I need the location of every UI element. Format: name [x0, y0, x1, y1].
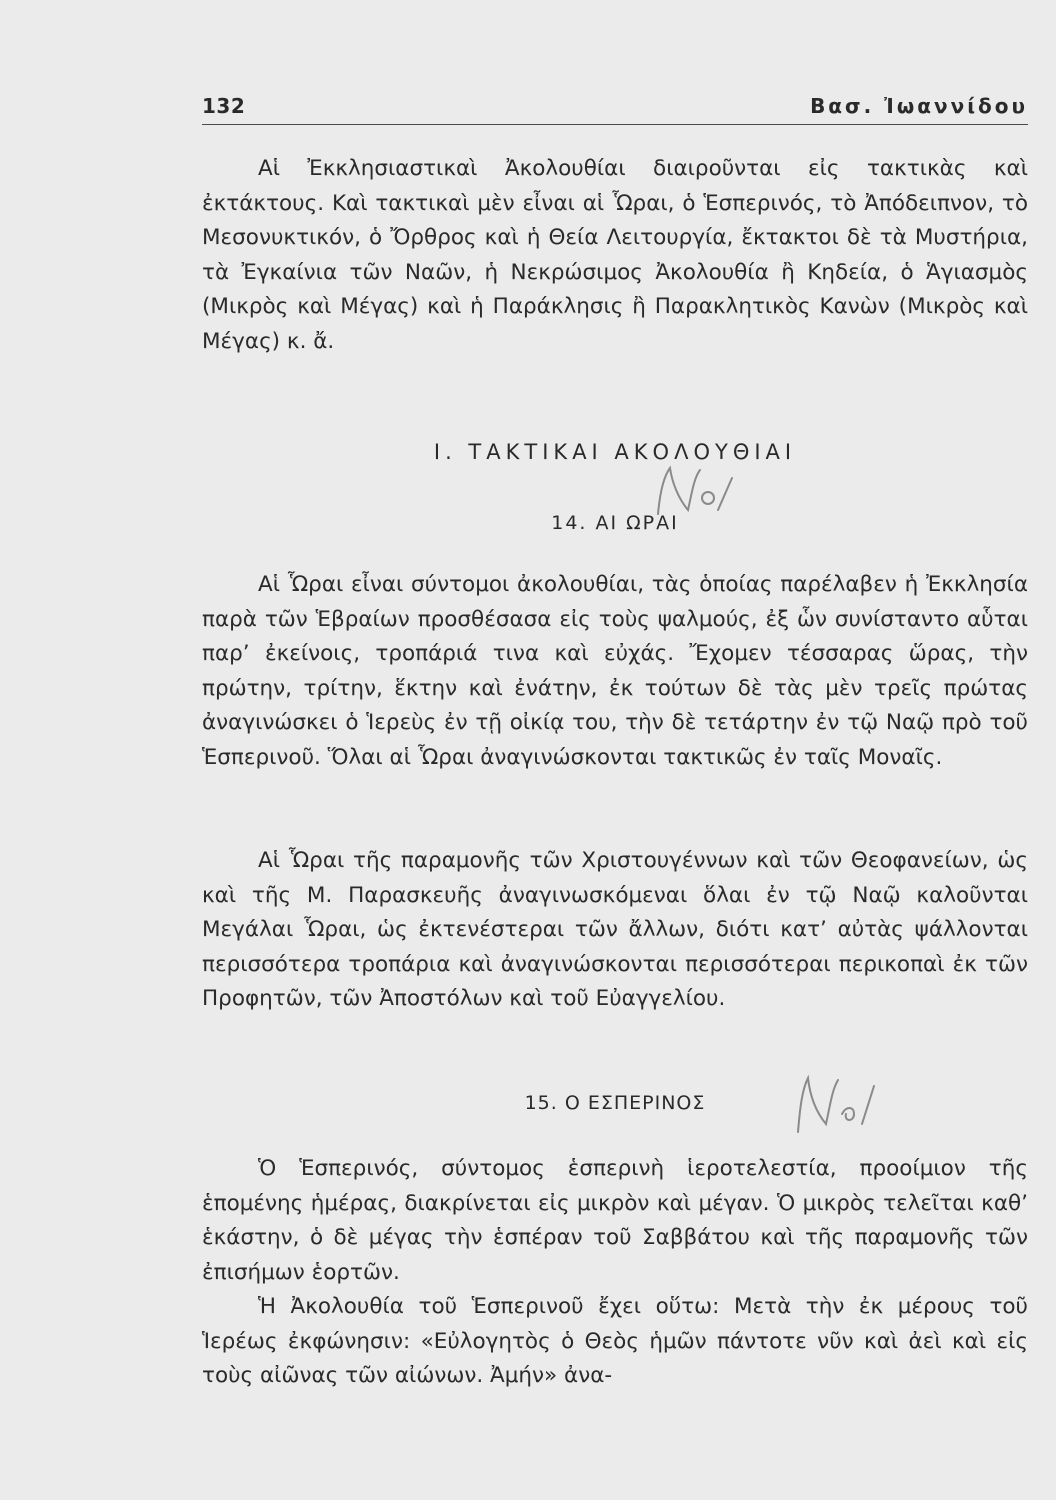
esperinos-paragraph-2: Ἡ Ἀκολουθία τοῦ Ἑσπερινοῦ ἔχει οὕτω: Μετὰ τὴν ἐκ μέρους τοῦ Ἱερέως ἐκφώνησιν: «Εὐλογητὸς ὁ Θεὸς ἡμῶν πάντοτε νῦν καὶ ἀεὶ καὶ εἰς τοὺς αἰῶνας τῶν αἰώνων. Ἀμήν» ἀνα-: [202, 1294, 1028, 1388]
intro-paragraph: Αἱ Ἐκκλησιαστικαὶ Ἀκολουθίαι διαιροῦνται εἰς τακτικὰς καὶ ἐκτάκτους. Καὶ τακτικαὶ μὲν εἶναι αἱ Ὧραι, ὁ Ἑσπερινός, τὸ Ἀπόδειπνον, τὸ Μεσονυκτικόν, ὁ Ὄρθρος καὶ ἡ Θεία Λειτουργία, ἔκτακτοι δὲ τὰ Μυστήρια, τὰ Ἐγκαίνια τῶν Ναῶν, ἡ Νεκρώσιμος Ἀκολουθία ἢ Κηδεία, ὁ Ἁγιασμὸς (Μικρὸς καὶ Μέγας) καὶ ἡ Παράκλησις ἢ Παρακλητικὸς Κανὼν (Μικρὸς καὶ Μέγας) κ. ἄ.: [202, 156, 1028, 354]
handwritten-pencil-mark: [784, 1068, 884, 1138]
horai-paragraph-1: Αἱ Ὧραι εἶναι σύντομοι ἀκολουθίαι, τὰς ὁποίας παρέλαβεν ἡ Ἐκκλησία παρὰ τῶν Ἑβραίων προσθέσασα εἰς τοὺς ψαλμούς, ἐξ ὧν συνίσταντο αὗται παρ’ ἐκείνοις, τροπάριά τινα καὶ εὐχάς. Ἔχομεν τέσσαρας ὥρας, τὴν πρώτην, τρίτην, ἕκτην καὶ ἐνάτην, ἐκ τούτων δὲ τὰς μὲν τρεῖς πρώτας ἀναγινώσκει ὁ Ἱερεὺς ἐν τῇ οἰκίᾳ του, τὴν δὲ τετάρτην ἐν τῷ Ναῷ πρὸ τοῦ Ἑσπερινοῦ. Ὅλαι αἱ Ὧραι ἀναγινώσκονται τακτικῶς ἐν ταῖς Μοναῖς.: [202, 572, 1028, 770]
horai-paragraph-2: Αἱ Ὧραι τῆς παραμονῆς τῶν Χριστουγέννων καὶ τῶν Θεοφανείων, ὡς καὶ τῆς Μ. Παρασκευῆς ἀναγινωσκόμεναι ὅλαι ἐν τῷ Ναῷ καλοῦνται Μεγάλαι Ὧραι, ὡς ἐκτενέστεραι τῶν ἄλλων, διότι κατ’ αὐτὰς ψάλλονται περισσότερα τροπάρια καὶ ἀναγινώσκονται περισσότεραι περικοπαὶ ἐκ τῶν Προφητῶν, τῶν Ἀποστόλων καὶ τοῦ Εὐαγγελίου.: [202, 848, 1028, 1011]
page-number: 132: [202, 94, 246, 118]
page-header: [202, 94, 1028, 125]
running-head: Βασ. Ἰωαννίδου: [810, 94, 1028, 118]
handwritten-pencil-mark: [648, 462, 738, 522]
esperinos-heading: 15. Ο ΕΣΠΕΡΙΝΟΣ: [524, 1092, 706, 1114]
esperinos-paragraph-1: Ὁ Ἑσπερινός, σύντομος ἑσπερινὴ ἱεροτελεστία, προοίμιον τῆς ἑπομένης ἡμέρας, διακρίνεται εἰς μικρὸν καὶ μέγαν. Ὁ μικρὸς τελεῖται καθ’ ἑκάστην, ὁ δὲ μέγας τὴν ἑσπέραν τοῦ Σαββάτου καὶ τῆς παραμονῆς τῶν ἐπισήμων ἑορτῶν.: [202, 1156, 1028, 1285]
section-heading: Ι. ΤΑΚΤΙΚΑΙ ΑΚΟΛΟΥΘΙΑΙ: [433, 440, 797, 464]
horai-heading: 14. ΑΙ ΩΡΑΙ: [551, 512, 679, 534]
